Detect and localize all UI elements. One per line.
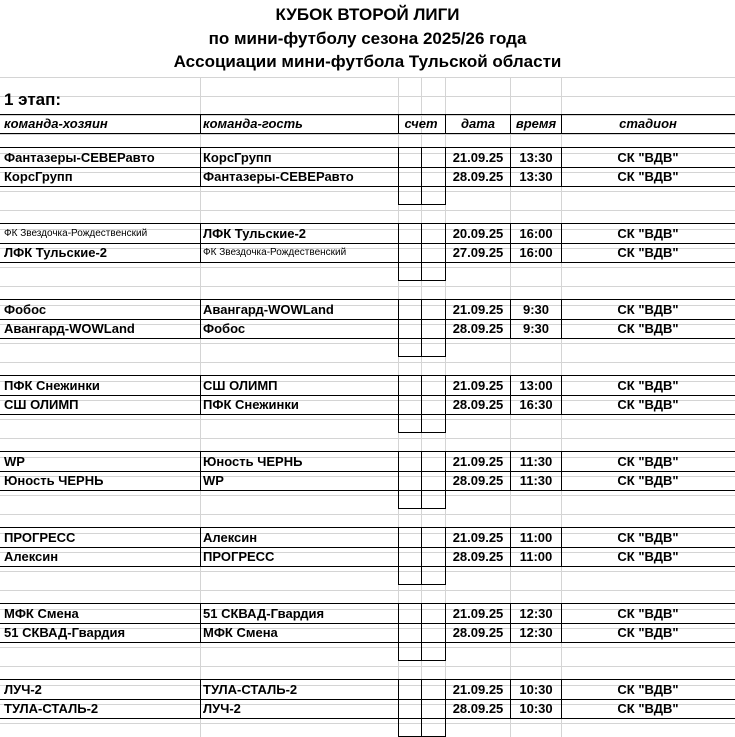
match-time: 10:30: [519, 701, 553, 716]
away-team: ПФК Снежинки: [203, 397, 299, 412]
away-team: КорсГрупп: [203, 150, 272, 165]
home-team: 51 СКВАД-Гвардия: [4, 625, 126, 640]
group-top-border: [0, 603, 735, 604]
score-cell[interactable]: [421, 490, 446, 509]
row-border: [0, 547, 735, 548]
match-row: [0, 452, 735, 471]
cell-border: [561, 223, 562, 262]
home-team: Алексин: [4, 549, 59, 564]
stadium-name: СК "ВДВ": [617, 150, 679, 165]
cell-border: [510, 451, 511, 490]
score-cell[interactable]: [421, 718, 446, 737]
match-date: 28.09.25: [452, 473, 504, 488]
stadium-name: СК "ВДВ": [617, 378, 679, 393]
match-row: [0, 623, 735, 642]
match-time: 9:30: [522, 302, 550, 317]
match-time: 12:30: [519, 625, 553, 640]
cell-border: [561, 147, 562, 186]
away-team: Авангард-WOWLand: [203, 302, 334, 317]
row-border: [0, 471, 735, 472]
match-row: [0, 243, 735, 262]
grid-hline: [0, 286, 735, 287]
group-top-border: [0, 679, 735, 680]
match-time: 9:30: [522, 321, 550, 336]
match-row: [0, 604, 735, 623]
group-top-border: [0, 147, 735, 148]
stadium-name: СК "ВДВ": [617, 397, 679, 412]
score-cell[interactable]: [398, 490, 422, 509]
cup-title: КУБОК ВТОРОЙ ЛИГИ: [275, 5, 460, 24]
grid-hline: [0, 495, 735, 496]
group-top-border: [0, 375, 735, 376]
match-time: 16:30: [519, 397, 553, 412]
cell-border: [200, 451, 201, 490]
row-border: [0, 623, 735, 624]
match-row: [0, 319, 735, 338]
away-team: ТУЛА-СТАЛЬ-2: [203, 682, 298, 697]
away-team: Фобос: [203, 321, 246, 336]
group-bottom-border: [0, 262, 735, 263]
home-team: МФК Смена: [4, 606, 79, 621]
match-date: 21.09.25: [452, 378, 504, 393]
stadium-name: СК "ВДВ": [617, 682, 679, 697]
group-bottom-border: [0, 186, 735, 187]
score-cell[interactable]: [398, 414, 422, 433]
score-cell[interactable]: [421, 338, 446, 357]
match-row: [0, 300, 735, 319]
group-top-border: [0, 299, 735, 300]
cell-border: [398, 451, 399, 490]
row-border: [0, 319, 735, 320]
stadium-name: СК "ВДВ": [617, 701, 679, 716]
grid-hline: [0, 723, 735, 724]
cell-border: [510, 603, 511, 642]
match-date: 21.09.25: [452, 150, 504, 165]
group-bottom-border: [0, 490, 735, 491]
header-stadium: стадион: [619, 116, 677, 131]
match-date: 21.09.25: [452, 302, 504, 317]
away-team: СШ ОЛИМП: [203, 378, 278, 393]
grid-hline: [0, 362, 735, 363]
match-row: [0, 471, 735, 490]
stadium-name: СК "ВДВ": [617, 321, 679, 336]
match-date: 28.09.25: [452, 321, 504, 336]
match-row: [0, 699, 735, 718]
cell-border: [510, 375, 511, 414]
score-cell[interactable]: [398, 338, 422, 357]
cell-border: [561, 375, 562, 414]
home-team: ПРОГРЕСС: [4, 530, 76, 545]
match-row: [0, 395, 735, 414]
cell-border: [200, 679, 201, 718]
group-bottom-border: [0, 718, 735, 719]
cell-border: [200, 299, 201, 338]
match-row: [0, 547, 735, 566]
stage-label: 1 этап:: [4, 90, 62, 109]
match-row: [0, 680, 735, 699]
stadium-name: СК "ВДВ": [617, 530, 679, 545]
cell-border: [421, 451, 422, 490]
group-top-border: [0, 451, 735, 452]
group-top-border: [0, 527, 735, 528]
cell-border: [200, 603, 201, 642]
match-date: 20.09.25: [452, 226, 504, 241]
away-team: Юность ЧЕРНЬ: [203, 454, 303, 469]
stadium-name: СК "ВДВ": [617, 302, 679, 317]
header-away: команда-гость: [203, 116, 303, 131]
header-row-border: [0, 114, 735, 134]
stadium-name: СК "ВДВ": [617, 549, 679, 564]
score-cell[interactable]: [421, 262, 446, 281]
match-date: 28.09.25: [452, 397, 504, 412]
home-team: Фантазеры-СЕВЕРавто: [4, 150, 155, 165]
grid-hline: [0, 210, 735, 211]
score-cell[interactable]: [421, 414, 446, 433]
cell-border: [510, 223, 511, 262]
cell-border: [510, 527, 511, 566]
cell-border: [398, 299, 399, 338]
match-time: 16:00: [519, 245, 553, 260]
score-cell[interactable]: [398, 718, 422, 737]
row-border: [0, 243, 735, 244]
stadium-name: СК "ВДВ": [617, 169, 679, 184]
header-home: команда-хозяин: [4, 116, 108, 131]
stadium-name: СК "ВДВ": [617, 606, 679, 621]
match-date: 27.09.25: [452, 245, 504, 260]
header-cell-border: [510, 114, 511, 134]
match-date: 28.09.25: [452, 701, 504, 716]
stadium-name: СК "ВДВ": [617, 245, 679, 260]
cell-border: [510, 147, 511, 186]
header-score: счет: [404, 116, 438, 131]
match-time: 11:30: [519, 454, 553, 469]
cell-border: [510, 299, 511, 338]
season-subtitle: по мини-футболу сезона 2025/26 года: [208, 29, 527, 48]
match-time: 13:00: [519, 378, 553, 393]
match-date: 28.09.25: [452, 549, 504, 564]
grid-hline: [0, 96, 735, 97]
cell-border: [561, 299, 562, 338]
match-time: 13:30: [519, 150, 553, 165]
match-row: [0, 376, 735, 395]
away-team: ЛФК Тульские-2: [203, 226, 307, 241]
grid-hline: [0, 343, 735, 344]
match-row: [0, 224, 735, 243]
cell-border: [445, 147, 446, 186]
cell-border: [398, 147, 399, 186]
grid-hline: [0, 77, 735, 78]
away-team: ЛУЧ-2: [203, 701, 241, 716]
header-cell-border: [561, 114, 562, 134]
score-cell[interactable]: [398, 262, 422, 281]
away-team: 51 СКВАД-Гвардия: [203, 606, 325, 621]
grid-hline: [0, 647, 735, 648]
match-date: 21.09.25: [452, 682, 504, 697]
score-cell[interactable]: [421, 186, 446, 205]
cell-border: [421, 603, 422, 642]
match-time: 10:30: [519, 682, 553, 697]
cell-border: [510, 679, 511, 718]
grid-hline: [0, 191, 735, 192]
home-team: СШ ОЛИМП: [4, 397, 79, 412]
association-subtitle: Ассоциации мини-футбола Тульской области: [173, 52, 562, 71]
match-date: 28.09.25: [452, 169, 504, 184]
score-cell[interactable]: [398, 186, 422, 205]
score-cell[interactable]: [398, 566, 422, 585]
cell-border: [445, 451, 446, 490]
match-row: [0, 528, 735, 547]
grid-hline: [0, 267, 735, 268]
score-cell[interactable]: [421, 642, 446, 661]
cell-border: [200, 375, 201, 414]
away-team: Фантазеры-СЕВЕРавто: [203, 169, 354, 184]
row-border: [0, 167, 735, 168]
match-time: 11:00: [519, 530, 553, 545]
cell-border: [398, 679, 399, 718]
grid-hline: [0, 590, 735, 591]
group-bottom-border: [0, 414, 735, 415]
match-time: 12:30: [519, 606, 553, 621]
score-cell[interactable]: [398, 642, 422, 661]
header-time: время: [515, 116, 557, 131]
match-time: 11:00: [519, 549, 553, 564]
header-date: дата: [460, 116, 496, 131]
cell-border: [561, 603, 562, 642]
stadium-name: СК "ВДВ": [617, 226, 679, 241]
match-row: [0, 167, 735, 186]
stadium-name: СК "ВДВ": [617, 473, 679, 488]
cell-border: [398, 603, 399, 642]
away-team: ПРОГРЕСС: [203, 549, 275, 564]
cell-border: [445, 527, 446, 566]
home-team: Юность ЧЕРНЬ: [4, 473, 104, 488]
home-team: КорсГрупп: [4, 169, 73, 184]
match-time: 16:00: [519, 226, 553, 241]
home-team: WP: [4, 454, 25, 469]
grid-hline: [0, 571, 735, 572]
home-team: ФК Звездочка-Рождественский: [4, 228, 148, 239]
grid-hline: [0, 134, 735, 135]
cell-border: [421, 527, 422, 566]
group-top-border: [0, 223, 735, 224]
score-cell[interactable]: [421, 566, 446, 585]
cell-border: [421, 375, 422, 414]
cell-border: [398, 375, 399, 414]
grid-hline: [0, 438, 735, 439]
stadium-name: СК "ВДВ": [617, 454, 679, 469]
cell-border: [445, 679, 446, 718]
grid-hline: [0, 419, 735, 420]
match-date: 21.09.25: [452, 454, 504, 469]
cell-border: [421, 147, 422, 186]
cell-border: [445, 299, 446, 338]
away-team: МФК Смена: [203, 625, 278, 640]
match-row: [0, 148, 735, 167]
grid-hline: [0, 666, 735, 667]
header-cell-border: [398, 114, 399, 134]
group-bottom-border: [0, 338, 735, 339]
match-date: 21.09.25: [452, 530, 504, 545]
home-team: Фобос: [4, 302, 47, 317]
cell-border: [200, 527, 201, 566]
cell-border: [445, 223, 446, 262]
away-team: ФК Звездочка-Рождественский: [203, 247, 347, 258]
home-team: ЛФК Тульские-2: [4, 245, 108, 260]
cell-border: [421, 679, 422, 718]
home-team: ЛУЧ-2: [4, 682, 42, 697]
row-border: [0, 699, 735, 700]
match-time: 11:30: [519, 473, 553, 488]
cell-border: [421, 299, 422, 338]
match-date: 28.09.25: [452, 625, 504, 640]
cell-border: [561, 527, 562, 566]
cell-border: [200, 223, 201, 262]
match-date: 21.09.25: [452, 606, 504, 621]
away-team: Алексин: [203, 530, 258, 545]
stadium-name: СК "ВДВ": [617, 625, 679, 640]
header-cell-border: [200, 114, 201, 134]
grid-hline: [0, 514, 735, 515]
cell-border: [445, 603, 446, 642]
cell-border: [398, 527, 399, 566]
header-cell-border: [445, 114, 446, 134]
cell-border: [421, 223, 422, 262]
cell-border: [398, 223, 399, 262]
cell-border: [561, 451, 562, 490]
row-border: [0, 395, 735, 396]
away-team: WP: [203, 473, 224, 488]
group-bottom-border: [0, 566, 735, 567]
group-bottom-border: [0, 642, 735, 643]
cell-border: [561, 679, 562, 718]
match-time: 13:30: [519, 169, 553, 184]
home-team: Авангард-WOWLand: [4, 321, 135, 336]
cell-border: [445, 375, 446, 414]
cell-border: [200, 147, 201, 186]
home-team: ТУЛА-СТАЛЬ-2: [4, 701, 99, 716]
home-team: ПФК Снежинки: [4, 378, 100, 393]
